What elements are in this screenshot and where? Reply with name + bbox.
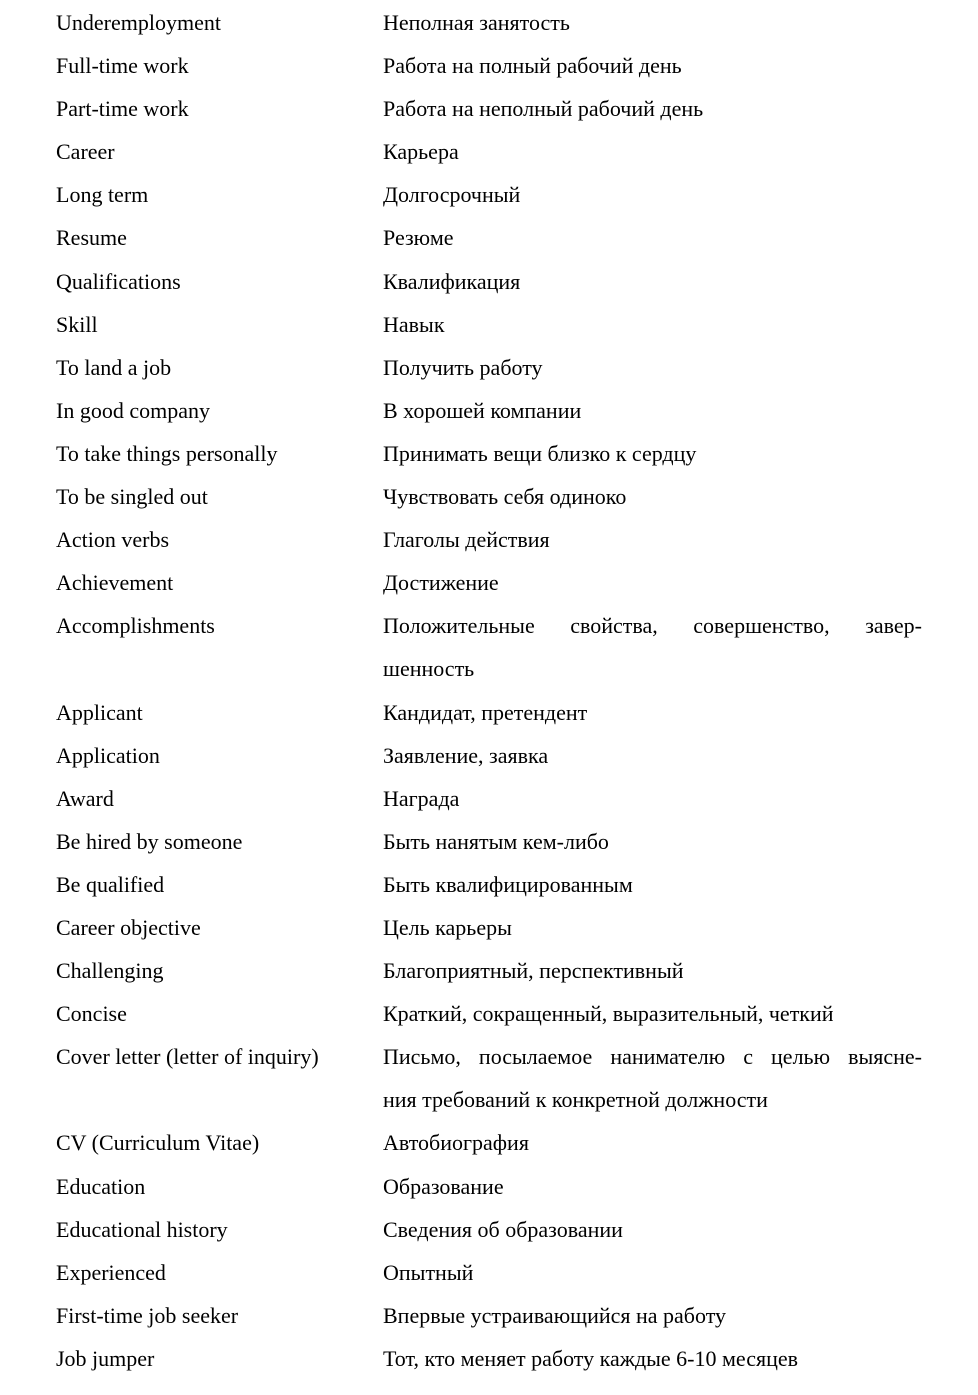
term-ru-line: шенность [383, 656, 475, 682]
term-ru-line: Долгосрочный [383, 182, 521, 208]
term-ru-line: Тот, кто меняет работу каждые 6-10 месяцев [383, 1345, 799, 1371]
term-ru-line: Заявление, заявка [383, 742, 549, 768]
vocab-row [56, 949, 922, 992]
term-ru [383, 432, 922, 475]
term-en: To land a job [56, 354, 172, 380]
term-ru [383, 130, 922, 173]
term-ru-line: Образование [383, 1173, 504, 1199]
term-ru [383, 518, 922, 561]
vocab-row [56, 518, 922, 561]
vocab-row [56, 1294, 922, 1337]
term-ru [383, 1121, 922, 1164]
vocab-row [56, 734, 922, 777]
term-en: Accomplishments [56, 613, 215, 639]
term-en: Achievement [56, 570, 174, 596]
term-ru [383, 1165, 922, 1208]
term-ru-line: Работа на неполный рабочий день [383, 96, 704, 122]
term-ru [383, 1337, 922, 1380]
term-en: Education [56, 1173, 146, 1199]
term-en: Skill [56, 311, 98, 337]
vocab-row [56, 44, 922, 87]
term-ru-line: Награда [383, 785, 460, 811]
vocab-table [56, 1, 922, 1380]
term-ru [383, 1251, 922, 1294]
vocab-row [56, 475, 922, 518]
term-ru-line: Принимать вещи близко к сердцу [383, 440, 697, 466]
term-ru [383, 863, 922, 906]
vocab-row [56, 906, 922, 949]
term-ru [383, 173, 922, 216]
term-ru-line: Быть нанятым кем-либо [383, 828, 609, 854]
term-ru-line: Положительные свойства, совершенство, завер- [383, 613, 922, 639]
term-ru [383, 604, 922, 690]
term-ru-line: Глаголы действия [383, 527, 550, 553]
term-ru [383, 346, 922, 389]
term-ru-line: Быть квалифицированным [383, 871, 633, 897]
term-en: Experienced [56, 1259, 166, 1285]
vocab-row [56, 777, 922, 820]
vocab-row [56, 820, 922, 863]
vocab-row [56, 303, 922, 346]
vocab-row [56, 389, 922, 432]
vocab-row [56, 1251, 922, 1294]
term-en: Full-time work [56, 53, 189, 79]
term-ru [383, 216, 922, 259]
term-en: Qualifications [56, 268, 181, 294]
term-en: Be hired by someone [56, 828, 243, 854]
term-en: Award [56, 785, 114, 811]
term-ru [383, 1, 922, 44]
term-ru-line: Автобиография [383, 1130, 529, 1156]
vocab-row [56, 216, 922, 259]
term-en: To take things personally [56, 440, 278, 466]
term-en: Application [56, 742, 160, 768]
term-ru [383, 561, 922, 604]
term-en: Career objective [56, 914, 201, 940]
vocab-row [56, 173, 922, 216]
term-ru-line: Письмо, посылаемое нанимателю с целью выясне- [383, 1044, 922, 1070]
term-ru-line: В хорошей компании [383, 397, 582, 423]
vocab-row [56, 432, 922, 475]
term-ru-line: Чувствовать себя одиноко [383, 484, 627, 510]
vocab-row [56, 1208, 922, 1251]
vocab-row [56, 1337, 922, 1380]
term-ru [383, 906, 922, 949]
term-ru-line: Карьера [383, 139, 459, 165]
term-ru [383, 44, 922, 87]
term-en: Challenging [56, 958, 164, 984]
term-ru-line: Квалификация [383, 268, 521, 294]
vocab-row [56, 1165, 922, 1208]
vocab-row [56, 87, 922, 130]
term-ru-line: Сведения об образовании [383, 1216, 623, 1242]
vocab-row [56, 863, 922, 906]
term-ru [383, 475, 922, 518]
term-ru [383, 949, 922, 992]
vocab-row [56, 130, 922, 173]
term-en: Concise [56, 1001, 127, 1027]
term-en: Cover letter (letter of inquiry) [56, 1044, 319, 1070]
term-ru-line: ния требований к конкретной должности [383, 1087, 768, 1113]
vocab-row [56, 691, 922, 734]
term-ru-line: Цель карьеры [383, 914, 512, 940]
vocab-row [56, 1035, 922, 1121]
vocab-row [56, 992, 922, 1035]
term-ru-line: Неполная занятость [383, 10, 570, 35]
term-ru [383, 1035, 922, 1121]
term-ru [383, 1208, 922, 1251]
term-en: Job jumper [56, 1345, 155, 1371]
term-ru [383, 260, 922, 303]
term-en: Career [56, 139, 115, 165]
term-en: Applicant [56, 699, 143, 725]
vocab-row [56, 346, 922, 389]
term-en: Educational history [56, 1216, 228, 1242]
term-en: Action verbs [56, 527, 170, 553]
vocab-row [56, 604, 922, 690]
vocab-row [56, 1121, 922, 1164]
vocab-row [56, 561, 922, 604]
vocab-row [56, 1, 922, 44]
term-ru-line: Благоприятный, перспективный [383, 958, 684, 984]
term-ru-line: Навык [383, 311, 445, 337]
term-ru [383, 87, 922, 130]
term-ru-line: Опытный [383, 1259, 474, 1285]
term-en: Underemployment [56, 10, 221, 35]
vocab-row [56, 260, 922, 303]
term-en: In good company [56, 397, 210, 423]
term-en: Long term [56, 182, 149, 208]
term-ru [383, 691, 922, 734]
term-en: Resume [56, 225, 127, 251]
term-en: First-time job seeker [56, 1302, 239, 1328]
term-ru [383, 734, 922, 777]
term-ru [383, 1294, 922, 1337]
term-en: Part-time work [56, 96, 189, 122]
term-ru [383, 389, 922, 432]
term-ru [383, 777, 922, 820]
term-ru-line: Резюме [383, 225, 454, 251]
term-ru-line: Краткий, сокращенный, выразительный, четкий [383, 1001, 834, 1027]
term-ru-line: Достижение [383, 570, 499, 596]
term-ru-line: Работа на полный рабочий день [383, 53, 682, 79]
term-ru [383, 303, 922, 346]
term-en: To be singled out [56, 484, 208, 510]
term-en: CV (Curriculum Vitae) [56, 1130, 260, 1156]
term-en: Be qualified [56, 871, 165, 897]
term-ru-line: Получить работу [383, 354, 543, 380]
term-ru-line: Впервые устраивающийся на работу [383, 1302, 727, 1328]
term-ru [383, 992, 922, 1035]
term-ru-line: Кандидат, претендент [383, 699, 588, 725]
term-ru [383, 820, 922, 863]
